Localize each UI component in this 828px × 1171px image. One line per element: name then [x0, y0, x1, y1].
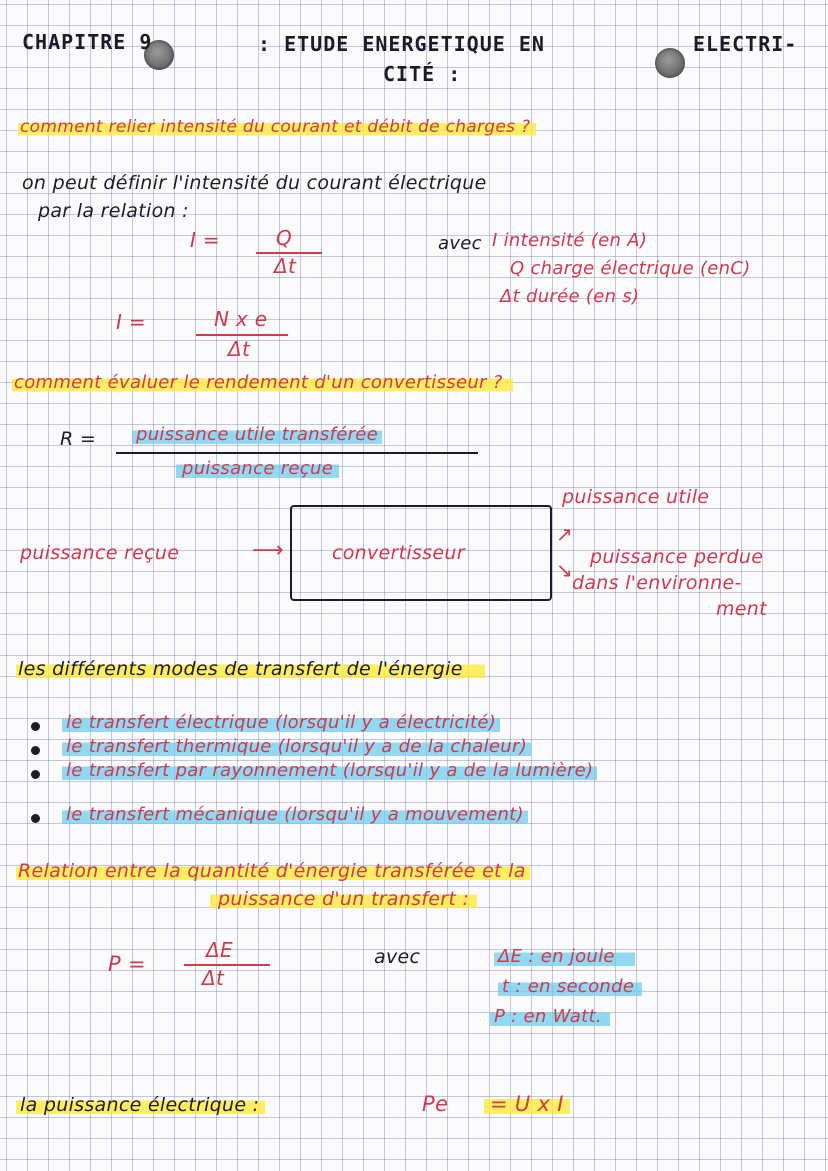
lost-power-label-line2: dans l'environne-	[572, 572, 742, 594]
rendement-numerator: puissance utile transférée	[132, 424, 382, 445]
arrow-right-icon: ⟶	[252, 538, 284, 563]
useful-power-label: puissance utile	[562, 486, 710, 508]
bullet-dot	[31, 722, 40, 731]
rendement-denominator: puissance reçue	[176, 458, 339, 479]
bullet-dot	[31, 814, 40, 823]
legend-intensity: I intensité (en A)	[492, 230, 648, 251]
chapter-title-part2: ELECTRI-	[693, 32, 798, 56]
legend-power-unit: P : en Watt.	[490, 1006, 610, 1027]
formula-p-numerator: ΔE	[206, 938, 233, 962]
input-power-label: puissance reçue	[20, 542, 180, 564]
legend-duration: Δt durée (en s)	[500, 286, 640, 307]
formula1-denominator: Δt	[274, 254, 297, 278]
formula-p-denominator: Δt	[202, 966, 225, 990]
mode-item-rayonnement: le transfert par rayonnement (lorsqu'il y a de la lumière)	[62, 760, 597, 781]
section3-heading: les différents modes de transfert de l'énergie	[16, 658, 485, 680]
formula2-fraction-bar	[196, 334, 288, 336]
chapter-title-line2: CITÉ :	[383, 62, 462, 86]
formula2-denominator: Δt	[228, 337, 251, 361]
section4-heading-line1: Relation entre la quantité d'énergie transférée et la	[16, 860, 530, 882]
bullet-dot	[31, 746, 40, 755]
rendement-left: R =	[60, 428, 97, 450]
formula2-numerator: N x e	[214, 307, 268, 331]
section2-question: comment évaluer le rendement d'un convertisseur ?	[12, 372, 513, 393]
legend-time-unit: t : en seconde	[498, 976, 642, 997]
section4-heading-line2: puissance d'un transfert :	[210, 888, 477, 910]
chapter-label: CHAPITRE 9	[22, 30, 153, 54]
rendement-fraction-bar	[116, 452, 478, 454]
lost-power-label-line3: ment	[716, 598, 767, 620]
formula1-numerator: Q	[276, 226, 293, 250]
mode-item-electrique: le transfert électrique (lorsqu'il y a électricité)	[62, 712, 500, 733]
arrow-down-right-icon: ↘	[556, 558, 573, 582]
electric-power-formula: = U x I	[484, 1092, 570, 1116]
electric-power-label: la puissance électrique :	[16, 1094, 265, 1116]
section1-text-line1: on peut définir l'intensité du courant électrique	[22, 172, 487, 194]
chapter-title-part1: : ETUDE ENERGETIQUE EN	[258, 32, 545, 56]
legend-charge: Q charge électrique (enC)	[510, 258, 751, 279]
legend-energy-unit: ΔE : en joule	[494, 946, 635, 967]
formula1-left: I =	[190, 228, 220, 252]
formula-p-left: P =	[108, 952, 146, 976]
section4-avec: avec	[374, 946, 421, 968]
section1-text-line2: par la relation :	[38, 200, 189, 222]
arrow-up-right-icon: ↗	[556, 522, 573, 546]
mode-item-mecanique: le transfert mécanique (lorsqu'il y a mouvement)	[62, 804, 528, 825]
punch-hole-right	[655, 48, 685, 78]
formula-p-fraction-bar	[184, 964, 270, 966]
formula2-left: I =	[116, 310, 146, 334]
legend-avec: avec	[438, 233, 482, 254]
bullet-dot	[31, 770, 40, 779]
lost-power-label-line1: puissance perdue	[590, 546, 764, 568]
electric-power-symbol: Pe	[422, 1092, 449, 1116]
converter-label: convertisseur	[332, 542, 465, 564]
section1-question: comment relier intensité du courant et débit de charges ?	[18, 117, 536, 137]
mode-item-thermique: le transfert thermique (lorsqu'il y a de la chaleur)	[62, 736, 531, 757]
